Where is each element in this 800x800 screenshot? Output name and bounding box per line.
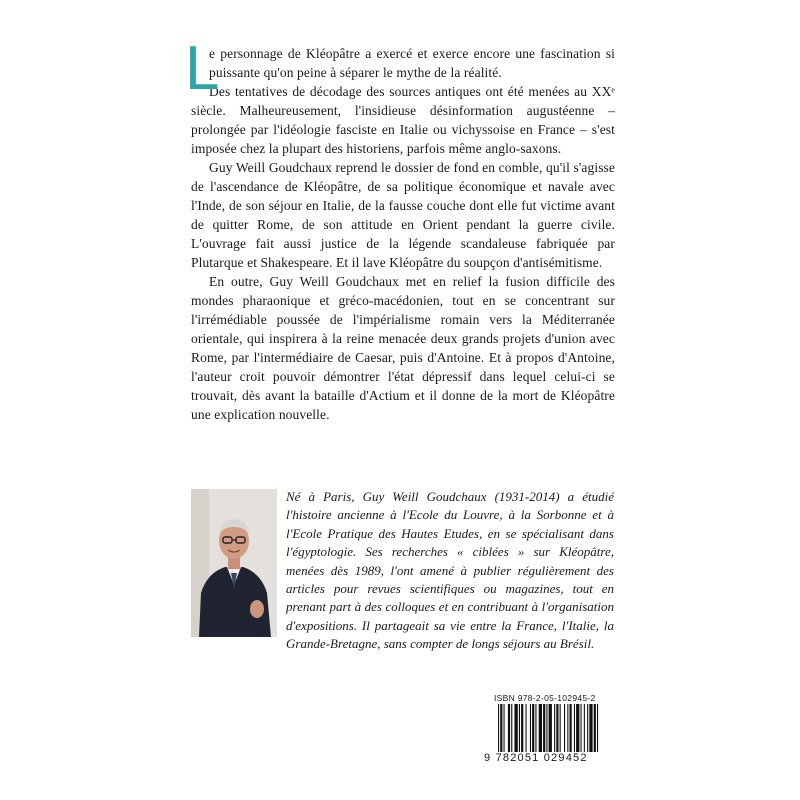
author-photo xyxy=(191,489,277,637)
blurb-paragraph-2: Des tentatives de décodage des sources antiques ont été menées au XXᵉ siècle. Malheureusement, l'insidieuse désinformation augustéenne – prolongée par l'idéologie fasciste en Italie ou vichyssoise en France – s'est imposée chez la plupart des historiens, parfois même anglo-saxons. xyxy=(191,84,615,156)
author-portrait-icon xyxy=(191,489,277,637)
barcode-digits: 9 782051 029452 xyxy=(484,752,588,764)
author-bio: Né à Paris, Guy Weill Goudchaux (1931-2014) a étudié l'histoire ancienne à l'Ecole du Louvre, à la Sorbonne et à l'Ecole Pratique des Hautes Etudes, en se spécialisant dans l'égyptologie. Ses recherches « ciblées » sur Kléopâtre, menées dès 1989, l'ont amené à publier régulièrement des articles pour revues scientifiques ou magazines, tout en prenant part à des colloques et en contribuant à l'organisation d'expositions. Il partageait sa vie entre la France, l'Italie, la Grande-Bretagne, sans compter de longs séjours au Brésil. xyxy=(286,489,614,652)
drop-cap: L xyxy=(185,34,220,103)
isbn-barcode xyxy=(484,693,615,765)
blurb-paragraph-4: En outre, Guy Weill Goudchaux met en relief la fusion difficile des mondes pharaonique et gréco-macédonien, tout en se concentrant sur l'irrémédiable poussée de l'impérialisme romain vers la Méditerranée orientale, qui inspirera à la reine menacée deux grands projets d'union avec Rome, par l'intermédiaire de Caesar, puis d'Antoine. Et à propos d'Antoine, l'auteur croit pouvoir démontrer l'état dépressif dans lequel celui-ci se trouvait, dès avant la bataille d'Actium et il donne de la mort de Kléopâtre une explication nouvelle. xyxy=(191,274,615,422)
blurb-paragraph-1-text: e personnage de Kléopâtre a exercé et exerce encore une fascination si puissante qu'on peine à séparer le mythe de la réalité. xyxy=(209,46,615,80)
barcode-icon xyxy=(484,704,615,756)
isbn-label: ISBN 978-2-05-102945-2 xyxy=(494,693,596,703)
blurb-paragraph-1 xyxy=(185,34,615,103)
blurb-paragraph-3: Guy Weill Goudchaux reprend le dossier de fond en comble, qu'il s'agisse de l'ascendance de Kléopâtre, de sa politique économique et navale avec l'Inde, de son séjour en Italie, de la fausse couche dont elle fut victime avant de quitter Rome, de son attitude en Orient pendant la guerre civile. L'ouvrage fait aussi justice de la légende scandaleuse fabriquée par Plutarque et Shakespeare. Et il lave Kléopâtre du soupçon d'antisémitisme. xyxy=(191,160,615,270)
blurb xyxy=(185,34,615,424)
